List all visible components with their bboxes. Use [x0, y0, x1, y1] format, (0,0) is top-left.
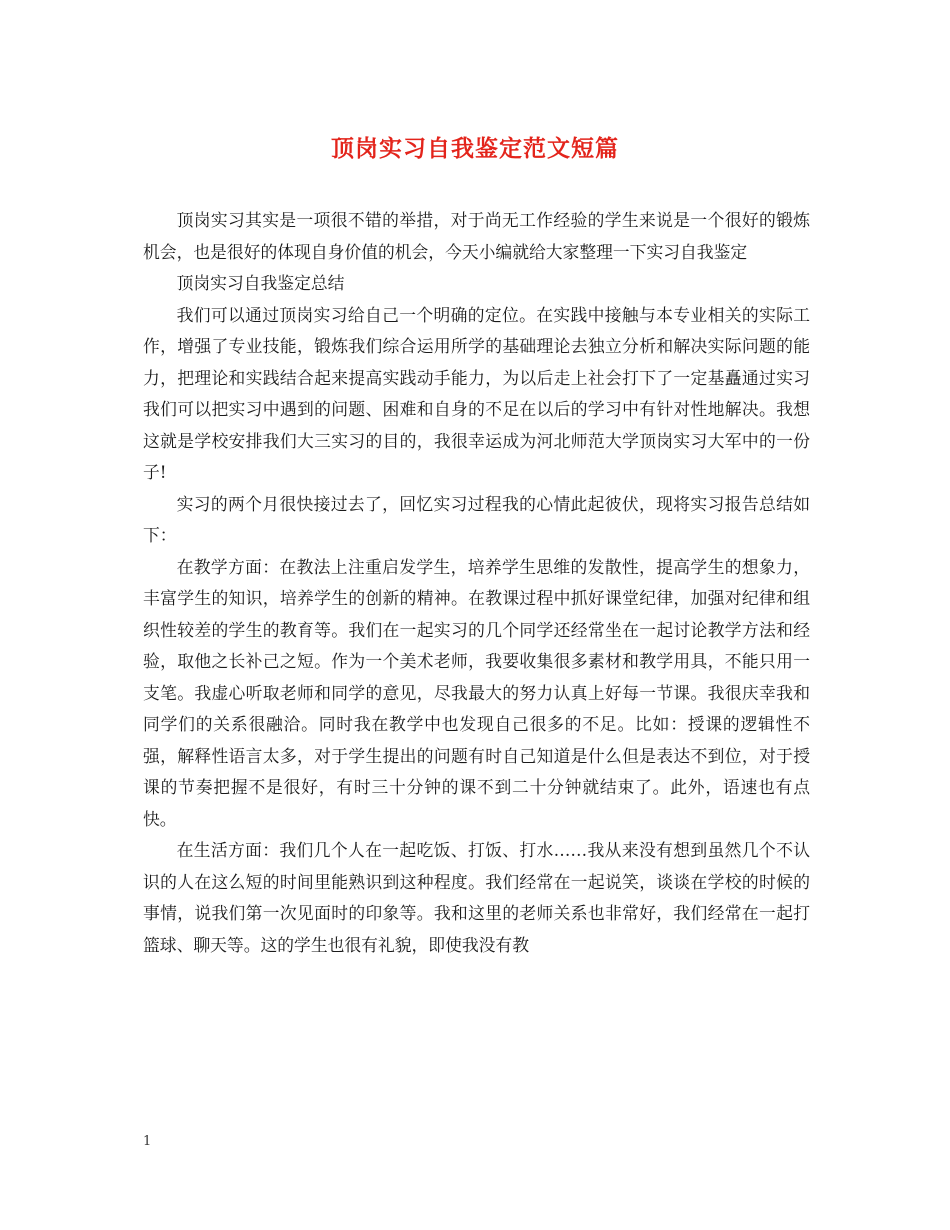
document-body — [143, 205, 810, 961]
paragraph-positioning: 我们可以通过顶岗实习给自己一个明确的定位。在实践中接触与本专业相关的实际工作，增强了专业技能，锻炼我们综合运用所学的基础理论去独立分析和解决实际问题的能力，把理论和实践结合起来提高实践动手能力，为以后走上社会打下了一定基矗通过实习我们可以把实习中遇到的问题、困难和自身的不足在以后的学习中有针对性地解决。我想这就是学校安排我们大三实习的目的，我很幸运成为河北师范大学顶岗实习大军中的一份子! — [143, 304, 810, 482]
paragraph-intro: 顶岗实习其实是一项很不错的举措，对于尚无工作经验的学生来说是一个很好的锻炼机会，也是很好的体现自身价值的机会，今天小编就给大家整理一下实习自我鉴定 — [143, 210, 810, 262]
document-title: 顶岗实习自我鉴定范文短篇 — [331, 135, 619, 162]
paragraph-summary-intro: 实习的两个月很快接过去了，回忆实习过程我的心情此起彼伏，现将实习报告总结如下： — [143, 493, 810, 545]
paragraph-heading-summary: 顶岗实习自我鉴定总结 — [176, 273, 345, 293]
paragraph-life: 在生活方面：我们几个人在一起吃饭、打饭、打水……我从来没有想到虽然几个不认识的人在这么短的时间里能熟识到这种程度。我们经常在一起说笑，谈谈在学校的时候的事情，说我们第一次见面时的印象等。我和这里的老师关系也非常好，我们经常在一起打篮球、聊天等。这的学生也很有礼貌，即使我没有教 — [143, 840, 810, 955]
page-number: 1 — [143, 1134, 152, 1149]
paragraph-teaching: 在教学方面：在教法上注重启发学生，培养学生思维的发散性，提高学生的想象力，丰富学生的知识，培养学生的创新的精神。在教课过程中抓好课堂纪律，加强对纪律和组织性较差的学生的教育等。我们在一起实习的几个同学还经常坐在一起讨论教学方法和经验，取他之长补己之短。作为一个美术老师，我要收集很多素材和教学用具，不能只用一支笔。我虚心听取老师和同学的意见，尽我最大的努力认真上好每一节课。我很庆幸我和同学们的关系很融洽。同时我在教学中也发现自己很多的不足。比如：授课的逻辑性不强，解释性语言太多，对于学生提出的问题有时自己知道是什么但是表达不到位，对于授课的节奏把握不是很好，有时三十分钟的课不到二十分钟就结束了。此外，语速也有点快。 — [143, 556, 810, 829]
